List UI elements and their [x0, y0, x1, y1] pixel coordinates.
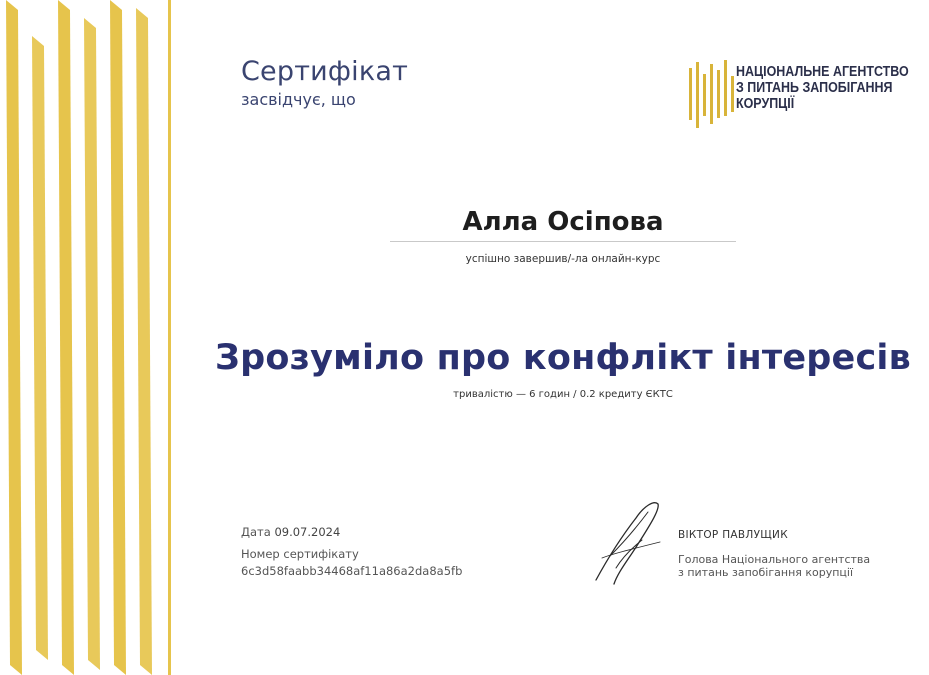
gold-stripe: [136, 8, 152, 675]
signer-name: ВІКТОР ПАВЛУЩИК: [678, 529, 788, 541]
certificate-title: Сертифікат: [241, 56, 409, 87]
recipient-name: Алла Осіпова: [462, 207, 664, 237]
certificate-number-value: 6c3d58faabb34468af11a86a2da8a5fb: [241, 564, 463, 578]
gold-stripe: [110, 0, 126, 675]
logo-text-line3: КОРУПЦІЇ: [736, 96, 795, 112]
date-row: [241, 525, 340, 539]
decorative-gold-stripes: [0, 0, 180, 675]
completed-text: успішно завершив/-ла онлайн-курс: [465, 253, 661, 265]
gold-stripe-thin: [168, 0, 171, 675]
signature-icon: [588, 498, 668, 588]
date-label: Дата: [241, 525, 271, 539]
signer-title-line1: Голова Національного агентства: [678, 553, 871, 566]
certificate-number-label: Номер сертифікату: [241, 547, 359, 561]
course-duration: тривалістю — 6 годин / 0.2 кредиту ЄКТС: [453, 389, 673, 400]
course-title: Зрозуміло про конфлікт інтересів: [215, 338, 911, 378]
gold-stripe: [6, 0, 22, 675]
logo-text-line1: НАЦІОНАЛЬНЕ АГЕНТСТВО: [736, 64, 909, 80]
gold-stripe: [58, 0, 74, 675]
gold-stripe: [84, 18, 100, 670]
logo-text-line2: З ПИТАНЬ ЗАПОБІГАННЯ: [736, 80, 893, 96]
name-underline: [390, 241, 736, 242]
signer-title: [678, 553, 898, 579]
logo-text: [736, 64, 909, 112]
date-value: 09.07.2024: [274, 525, 341, 539]
signer-title-line2: з питань запобігання корупції: [678, 566, 854, 579]
certificate-subtitle: засвідчує, що: [241, 90, 356, 109]
gold-stripe: [32, 36, 48, 660]
